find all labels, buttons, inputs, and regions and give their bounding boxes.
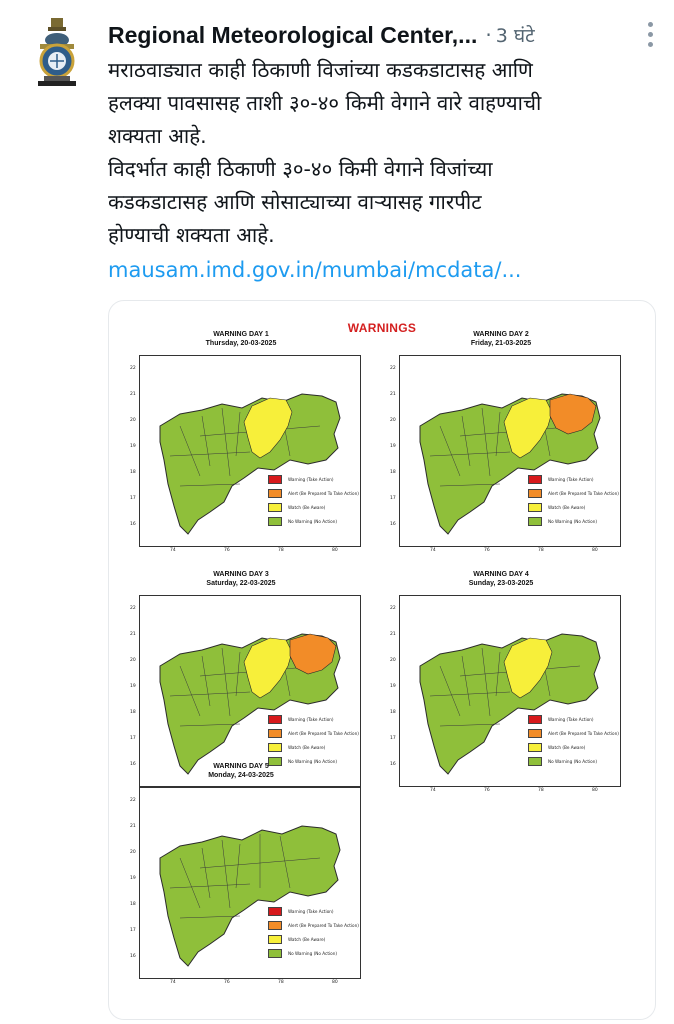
legend-label: Alert (Be Prepared To Take Action) (288, 490, 359, 496)
legend-item (268, 740, 359, 754)
legend-label: Warning (Take Action) (288, 476, 334, 482)
legend-label: No Warning (No Action) (288, 758, 337, 764)
tweet-line: मराठवाड्यात काही ठिकाणी विजांच्या कडकडाटासह आणि (108, 58, 533, 82)
lat-tick-label: 18 (130, 470, 136, 475)
legend-label: Watch (Be Aware) (548, 504, 586, 510)
lat-tick-label: 22 (390, 366, 396, 371)
lat-tick-label: 21 (130, 824, 136, 829)
lat-tick-label: 20 (130, 850, 136, 855)
tweet-line: कडकडाटासह आणि सोसाट्याच्या वाऱ्यासह गारपीट (108, 190, 482, 214)
lat-tick-label: 19 (390, 684, 396, 689)
legend-swatch (528, 757, 542, 766)
lon-tick-label: 78 (278, 548, 284, 553)
lat-tick-label: 21 (130, 392, 136, 397)
lat-tick-label: 18 (130, 902, 136, 907)
legend-item (268, 946, 359, 960)
lat-tick-label: 21 (130, 632, 136, 637)
lon-tick-label: 76 (224, 980, 230, 985)
map-frame (390, 355, 621, 553)
warning-panel-day-2 (381, 331, 621, 551)
map-frame (130, 787, 361, 985)
legend-swatch (528, 729, 542, 738)
lat-tick-label: 22 (130, 606, 136, 611)
legend-swatch (528, 475, 542, 484)
media-image[interactable] (108, 300, 656, 1020)
map-legend (528, 472, 619, 528)
legend-swatch (268, 517, 282, 526)
lat-tick-label: 22 (390, 606, 396, 611)
panel-title: WARNING DAY 4 (473, 571, 529, 578)
legend-item (528, 712, 619, 726)
lat-tick-label: 17 (130, 736, 136, 741)
tweet-line: होण्याची शक्यता आहे. (108, 223, 275, 247)
legend-swatch (528, 743, 542, 752)
legend-swatch (268, 729, 282, 738)
legend-label: Alert (Be Prepared To Take Action) (548, 730, 619, 736)
lat-tick-label: 20 (390, 658, 396, 663)
legend-item (268, 486, 359, 500)
legend-item (528, 472, 619, 486)
separator-dot: · (485, 23, 492, 47)
panel-title: WARNING DAY 5 (213, 763, 269, 770)
warning-panel-day-4 (381, 571, 621, 791)
more-options-icon[interactable] (646, 22, 654, 50)
tweet-line: हलक्या पावसासह ताशी ३०-४० किमी वेगाने वारे वाहण्याची (108, 91, 542, 115)
legend-item (268, 932, 359, 946)
legend-item (268, 472, 359, 486)
panel-date: Monday, 24-03-2025 (208, 772, 274, 779)
legend-label: No Warning (No Action) (548, 518, 597, 524)
legend-label: Alert (Be Prepared To Take Action) (288, 922, 359, 928)
legend-label: Watch (Be Aware) (288, 744, 326, 750)
legend-item (268, 726, 359, 740)
legend-item (268, 918, 359, 932)
legend-item (268, 500, 359, 514)
panel-title: WARNING DAY 3 (213, 571, 269, 578)
legend-label: Alert (Be Prepared To Take Action) (548, 490, 619, 496)
map-legend (268, 904, 359, 960)
legend-swatch (528, 503, 542, 512)
lat-tick-label: 16 (130, 762, 136, 767)
legend-swatch (268, 489, 282, 498)
lat-tick-label: 16 (130, 522, 136, 527)
legend-label: No Warning (No Action) (548, 758, 597, 764)
legend-label: No Warning (No Action) (288, 950, 337, 956)
lat-tick-label: 19 (130, 444, 136, 449)
lat-tick-label: 16 (390, 762, 396, 767)
lon-tick-label: 78 (278, 980, 284, 985)
lat-tick-label: 17 (130, 928, 136, 933)
legend-item (528, 740, 619, 754)
warning-panel-day-5 (121, 763, 361, 983)
legend-item (268, 904, 359, 918)
legend-label: Watch (Be Aware) (288, 936, 326, 942)
legend-swatch (268, 935, 282, 944)
lat-tick-label: 20 (390, 418, 396, 423)
legend-label: Warning (Take Action) (288, 716, 334, 722)
legend-label: Watch (Be Aware) (288, 504, 326, 510)
legend-label: Warning (Take Action) (548, 716, 594, 722)
map-legend (528, 712, 619, 768)
lat-tick-label: 20 (130, 418, 136, 423)
panel-title: WARNING DAY 1 (213, 331, 269, 338)
legend-swatch (268, 475, 282, 484)
legend-swatch (528, 489, 542, 498)
media-title: WARNINGS (347, 321, 417, 335)
imd-emblem-icon (26, 16, 88, 88)
map-frame (130, 355, 361, 553)
lat-tick-label: 17 (130, 496, 136, 501)
tweet-line: विदर्भात काही ठिकाणी ३०-४० किमी वेगाने विजांच्या (108, 157, 493, 181)
avatar[interactable] (26, 16, 88, 88)
tweet-text (108, 54, 656, 252)
legend-item (528, 754, 619, 768)
lon-tick-label: 80 (332, 548, 338, 553)
legend-swatch (268, 907, 282, 916)
lat-tick-label: 19 (130, 684, 136, 689)
lon-tick-label: 80 (332, 980, 338, 985)
lat-tick-label: 18 (390, 470, 396, 475)
map-frame (390, 595, 621, 793)
lon-tick-label: 76 (224, 548, 230, 553)
legend-item (528, 500, 619, 514)
tweet-line: शक्यता आहे. (108, 124, 207, 148)
lon-tick-label: 76 (484, 548, 490, 553)
lat-tick-label: 16 (130, 954, 136, 959)
legend-swatch (268, 743, 282, 752)
lon-tick-label: 78 (538, 788, 544, 793)
panel-date: Saturday, 22-03-2025 (206, 580, 276, 587)
legend-item (528, 514, 619, 528)
lat-tick-label: 18 (390, 710, 396, 715)
panel-date: Sunday, 23-03-2025 (468, 580, 534, 587)
lon-tick-label: 80 (592, 548, 598, 553)
map-legend (268, 712, 359, 768)
lon-tick-label: 78 (538, 548, 544, 553)
lat-tick-label: 20 (130, 658, 136, 663)
lat-tick-label: 17 (390, 496, 396, 501)
legend-item (268, 712, 359, 726)
lat-tick-label: 22 (130, 798, 136, 803)
legend-item (528, 726, 619, 740)
map-legend (268, 472, 359, 528)
legend-swatch (268, 715, 282, 724)
panel-date: Friday, 21-03-2025 (470, 340, 532, 347)
legend-swatch (528, 715, 542, 724)
tweet-link[interactable]: mausam.imd.gov.in/mumbai/mcdata/... (108, 258, 522, 282)
tweet-header (108, 18, 654, 52)
legend-swatch (268, 949, 282, 958)
lon-tick-label: 80 (592, 788, 598, 793)
lat-tick-label: 22 (130, 366, 136, 371)
legend-item (528, 486, 619, 500)
legend-swatch (268, 503, 282, 512)
legend-swatch (268, 921, 282, 930)
legend-label: No Warning (No Action) (288, 518, 337, 524)
lat-tick-label: 19 (390, 444, 396, 449)
panel-date: Thursday, 20-03-2025 (205, 340, 277, 347)
lat-tick-label: 21 (390, 632, 396, 637)
timestamp[interactable]: 3 घंटे (495, 25, 535, 47)
lat-tick-label: 17 (390, 736, 396, 741)
lon-tick-label: 76 (484, 788, 490, 793)
legend-label: Warning (Take Action) (288, 908, 334, 914)
author-name[interactable]: Regional Meteorological Center,... (108, 21, 478, 48)
lon-tick-label: 74 (430, 548, 436, 553)
legend-swatch (528, 517, 542, 526)
lat-tick-label: 16 (390, 522, 396, 527)
lat-tick-label: 18 (130, 710, 136, 715)
warning-panel-day-3 (121, 571, 361, 791)
lat-tick-label: 19 (130, 876, 136, 881)
map-frame (130, 595, 361, 787)
legend-label: Alert (Be Prepared To Take Action) (288, 730, 359, 736)
lon-tick-label: 74 (170, 548, 176, 553)
lon-tick-label: 74 (430, 788, 436, 793)
lon-tick-label: 74 (170, 980, 176, 985)
lat-tick-label: 21 (390, 392, 396, 397)
legend-label: Watch (Be Aware) (548, 744, 586, 750)
legend-item (268, 514, 359, 528)
legend-label: Warning (Take Action) (548, 476, 594, 482)
warning-panel-day-1 (121, 331, 361, 551)
panel-title: WARNING DAY 2 (473, 331, 529, 338)
